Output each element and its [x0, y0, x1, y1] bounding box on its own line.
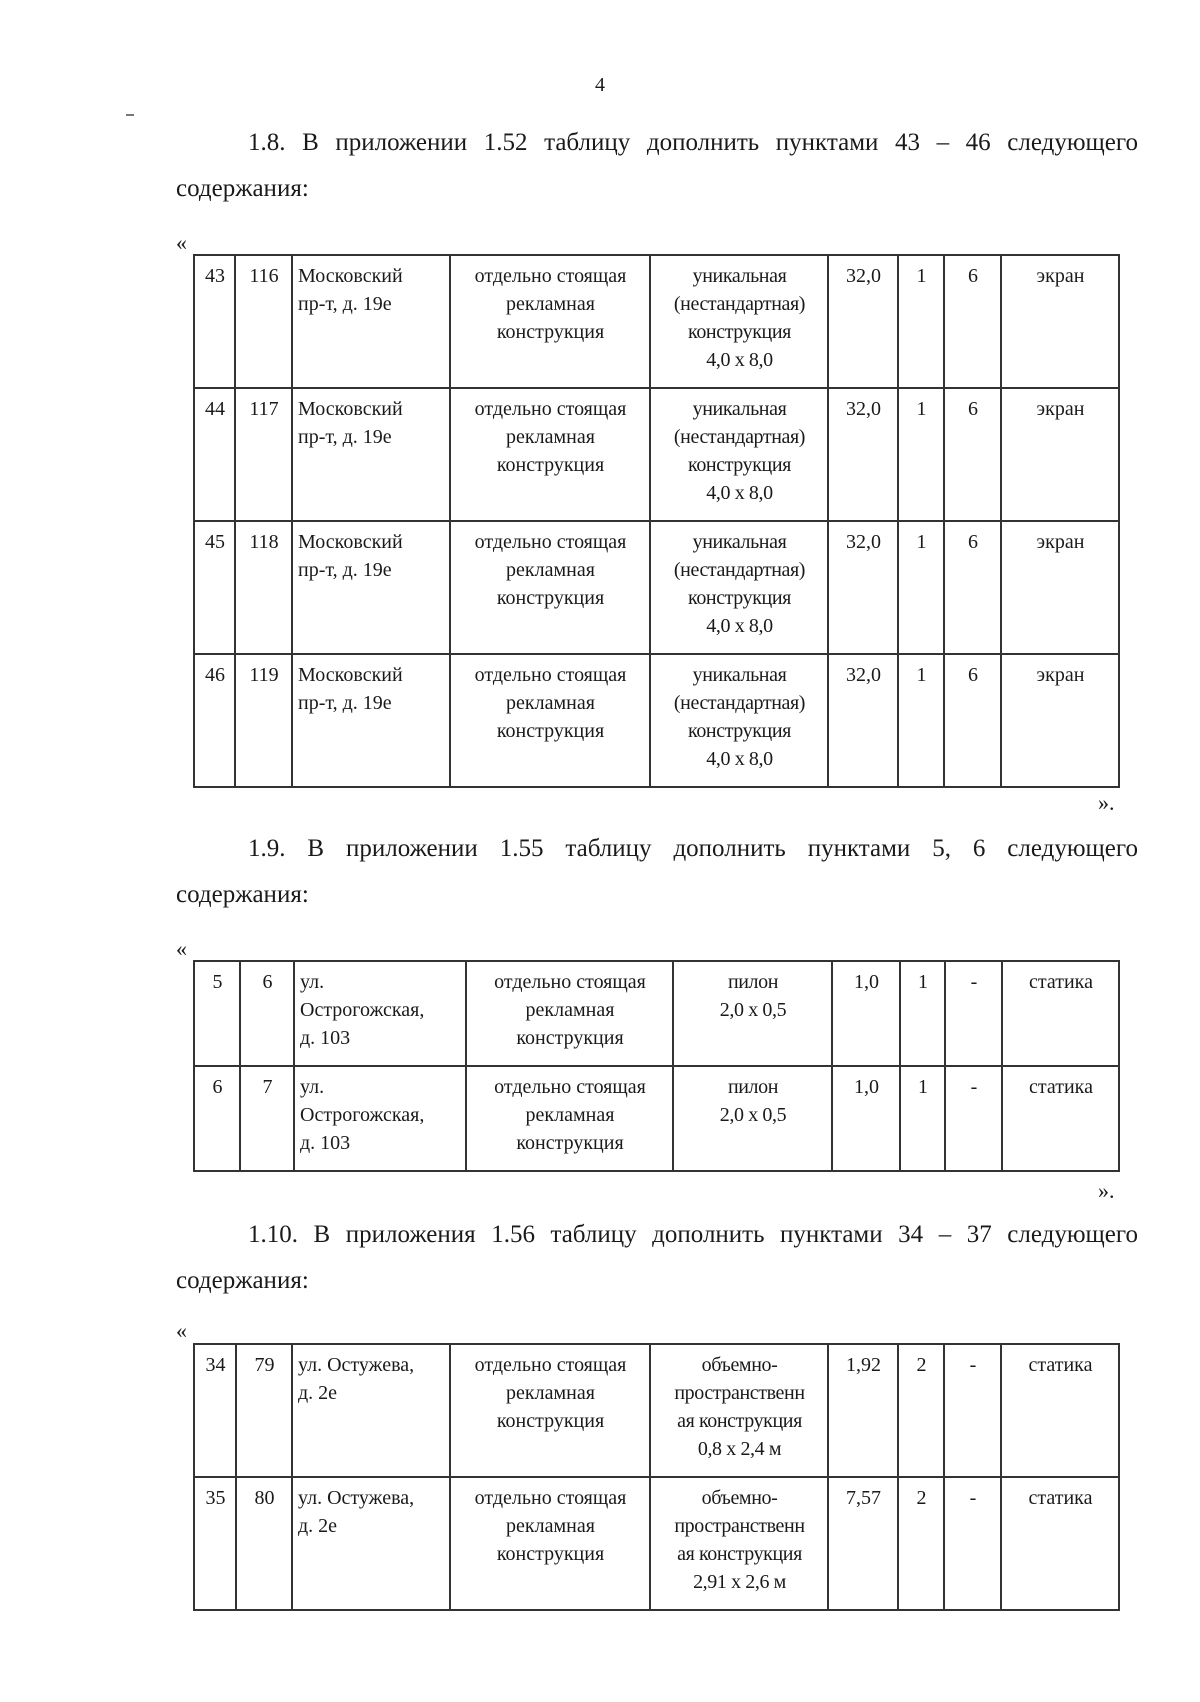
cell-line: пр-т, д. 19е	[298, 426, 392, 448]
cell-sides: 2	[898, 1344, 944, 1477]
cell-address	[292, 255, 450, 388]
cell-sides: 1	[898, 388, 944, 521]
table-section-1-9	[193, 960, 1120, 1172]
cell-line: отдельно стоящая	[474, 531, 627, 553]
cell-code: 119	[235, 654, 292, 787]
cell-line: рекламная	[506, 1382, 595, 1404]
cell-construction-type	[450, 1477, 650, 1610]
cell-area: 32,0	[828, 255, 898, 388]
cell-description	[650, 654, 828, 787]
table-row	[194, 1066, 1119, 1171]
cell-kind: экран	[1001, 521, 1119, 654]
cell-line: (нестандартная)	[673, 692, 806, 714]
cell-line: конструкция	[688, 454, 791, 476]
cell-area: 1,0	[832, 1066, 900, 1171]
intro-line: содержания:	[176, 1267, 309, 1294]
cell-line: конструкция	[496, 321, 605, 343]
cell-line: отдельно стоящая	[474, 1487, 627, 1509]
cell-sides: 2	[898, 1477, 944, 1610]
cell-line: пространственн	[674, 1382, 805, 1404]
cell-area: 1,92	[828, 1344, 898, 1477]
cell-line: конструкция	[496, 1543, 605, 1565]
cell-fields: -	[944, 1344, 1001, 1477]
cell-line: ул. Остужева,	[298, 1354, 415, 1376]
cell-line: Московский	[298, 265, 403, 287]
cell-line: рекламная	[506, 559, 595, 581]
cell-address	[292, 1344, 450, 1477]
cell-line: конструкция	[496, 720, 605, 742]
cell-description	[673, 961, 832, 1066]
cell-kind: статика	[1001, 1344, 1119, 1477]
cell-address	[292, 654, 450, 787]
cell-line: отдельно стоящая	[474, 265, 627, 287]
section-1-8-intro	[176, 128, 1138, 204]
cell-code: 6	[240, 961, 294, 1066]
cell-line: Острогожская,	[300, 1104, 425, 1126]
cell-line: (нестандартная)	[673, 426, 806, 448]
cell-line: рекламная	[525, 999, 615, 1021]
cell-area: 1,0	[832, 961, 900, 1066]
cell-area: 7,57	[828, 1477, 898, 1610]
cell-line: ая конструкция	[677, 1543, 802, 1565]
cell-construction-type	[466, 1066, 673, 1171]
cell-code: 80	[236, 1477, 292, 1610]
cell-line: пилон	[727, 1076, 779, 1098]
table-row	[194, 255, 1119, 388]
quote-open: «	[176, 1318, 187, 1343]
cell-area: 32,0	[828, 654, 898, 787]
quote-close: ».	[1098, 1178, 1115, 1203]
cell-line: конструкция	[516, 1027, 624, 1049]
cell-line: д. 2е	[298, 1382, 338, 1404]
cell-line: д. 2е	[298, 1515, 338, 1537]
cell-fields: 6	[944, 521, 1001, 654]
cell-address	[292, 521, 450, 654]
cell-area: 32,0	[828, 521, 898, 654]
table-row	[194, 654, 1119, 787]
cell-line: отдельно стоящая	[474, 664, 627, 686]
cell-line: рекламная	[525, 1104, 615, 1126]
intro-line: 1.9. В приложении 1.55 таблицу дополнить пунктами 5, 6 следующего	[248, 835, 1138, 862]
cell-line: 4,0 х 8,0	[706, 748, 773, 770]
cell-kind: статика	[1001, 1477, 1119, 1610]
cell-number: 45	[194, 521, 235, 654]
cell-fields: -	[945, 1066, 1002, 1171]
cell-sides: 1	[898, 654, 944, 787]
cell-line: уникальная	[692, 398, 787, 420]
cell-fields: -	[944, 1477, 1001, 1610]
cell-line: д. 103	[300, 1132, 351, 1154]
cell-line: ул.	[300, 971, 325, 993]
cell-line: рекламная	[506, 426, 595, 448]
cell-line: Московский	[298, 398, 403, 420]
cell-sides: 1	[900, 961, 945, 1066]
scan-mark	[126, 114, 134, 116]
cell-code: 118	[235, 521, 292, 654]
cell-sides: 1	[898, 521, 944, 654]
cell-line: 0,8 х 2,4 м	[697, 1438, 782, 1460]
table-row	[194, 961, 1119, 1066]
cell-code: 116	[235, 255, 292, 388]
cell-number: 34	[194, 1344, 236, 1477]
cell-line: (нестандартная)	[673, 293, 806, 315]
cell-kind: статика	[1002, 1066, 1119, 1171]
cell-line: (нестандартная)	[673, 559, 806, 581]
cell-fields: -	[945, 961, 1002, 1066]
cell-line: уникальная	[692, 265, 787, 287]
cell-line: д. 103	[300, 1027, 351, 1049]
cell-line: объемно-	[701, 1354, 778, 1376]
cell-line: конструкция	[496, 587, 605, 609]
cell-line: конструкция	[496, 454, 605, 476]
intro-line: содержания:	[176, 175, 309, 202]
table-row	[194, 1477, 1119, 1610]
cell-sides: 1	[900, 1066, 945, 1171]
cell-fields: 6	[944, 388, 1001, 521]
cell-line: отдельно стоящая	[474, 398, 627, 420]
page-number: 4	[595, 74, 605, 96]
cell-construction-type	[450, 255, 650, 388]
cell-line: конструкция	[688, 321, 791, 343]
cell-line: отдельно стоящая	[474, 1354, 627, 1376]
quote-open: «	[176, 936, 187, 961]
cell-line: объемно-	[701, 1487, 778, 1509]
cell-line: уникальная	[692, 531, 787, 553]
cell-area: 32,0	[828, 388, 898, 521]
cell-line: 2,0 х 0,5	[719, 1104, 787, 1126]
cell-construction-type	[450, 1344, 650, 1477]
cell-description	[650, 521, 828, 654]
cell-line: ул.	[300, 1076, 325, 1098]
section-1-9-intro	[176, 834, 1138, 910]
intro-line: 1.10. В приложения 1.56 таблицу дополнить пунктами 34 – 37 следующего	[248, 1221, 1138, 1248]
cell-line: ул. Остужева,	[298, 1487, 415, 1509]
cell-construction-type	[466, 961, 673, 1066]
cell-fields: 6	[944, 255, 1001, 388]
cell-kind: экран	[1001, 255, 1119, 388]
cell-number: 44	[194, 388, 235, 521]
quote-close: ».	[1098, 790, 1115, 815]
table-row	[194, 521, 1119, 654]
table-section-1-8	[193, 254, 1120, 788]
intro-line: содержания:	[176, 881, 309, 908]
cell-address	[292, 1477, 450, 1610]
cell-description	[650, 255, 828, 388]
cell-code: 79	[236, 1344, 292, 1477]
cell-line: ая конструкция	[677, 1410, 802, 1432]
cell-line: 2,91 х 2,6 м	[693, 1571, 786, 1593]
cell-line: отдельно стоящая	[494, 971, 646, 993]
intro-line: 1.8. В приложении 1.52 таблицу дополнить пунктами 43 – 46 следующего	[248, 129, 1138, 156]
cell-line: рекламная	[506, 293, 595, 315]
cell-line: Острогожская,	[300, 999, 425, 1021]
cell-address	[294, 1066, 466, 1171]
cell-code: 117	[235, 388, 292, 521]
cell-line: Московский	[298, 664, 403, 686]
cell-description	[650, 388, 828, 521]
section-1-10-intro	[176, 1220, 1138, 1296]
cell-description	[650, 1477, 828, 1610]
table-row	[194, 388, 1119, 521]
cell-number: 5	[194, 961, 240, 1066]
cell-address	[292, 388, 450, 521]
cell-construction-type	[450, 388, 650, 521]
cell-kind: статика	[1002, 961, 1119, 1066]
cell-line: пр-т, д. 19е	[298, 692, 392, 714]
cell-construction-type	[450, 654, 650, 787]
cell-number: 43	[194, 255, 235, 388]
cell-address	[294, 961, 466, 1066]
quote-open: «	[176, 230, 187, 255]
cell-line: пр-т, д. 19е	[298, 559, 392, 581]
cell-line: рекламная	[506, 692, 595, 714]
table-section-1-10	[193, 1343, 1120, 1611]
cell-line: 4,0 х 8,0	[706, 615, 773, 637]
cell-sides: 1	[898, 255, 944, 388]
cell-line: конструкция	[688, 587, 791, 609]
cell-line: отдельно стоящая	[494, 1076, 646, 1098]
cell-line: конструкция	[688, 720, 791, 742]
cell-code: 7	[240, 1066, 294, 1171]
cell-construction-type	[450, 521, 650, 654]
cell-line: Московский	[298, 531, 403, 553]
cell-number: 35	[194, 1477, 236, 1610]
cell-fields: 6	[944, 654, 1001, 787]
cell-line: конструкция	[516, 1132, 624, 1154]
cell-line: пр-т, д. 19е	[298, 293, 392, 315]
cell-description	[650, 1344, 828, 1477]
cell-number: 46	[194, 654, 235, 787]
cell-line: пространственн	[674, 1515, 805, 1537]
cell-line: конструкция	[496, 1410, 605, 1432]
cell-line: рекламная	[506, 1515, 595, 1537]
table-row	[194, 1344, 1119, 1477]
cell-line: 4,0 х 8,0	[706, 482, 773, 504]
cell-kind: экран	[1001, 388, 1119, 521]
cell-kind: экран	[1001, 654, 1119, 787]
cell-line: 4,0 х 8,0	[706, 349, 773, 371]
cell-line: пилон	[727, 971, 779, 993]
cell-number: 6	[194, 1066, 240, 1171]
cell-description	[673, 1066, 832, 1171]
cell-line: уникальная	[692, 664, 787, 686]
cell-line: 2,0 х 0,5	[719, 999, 787, 1021]
